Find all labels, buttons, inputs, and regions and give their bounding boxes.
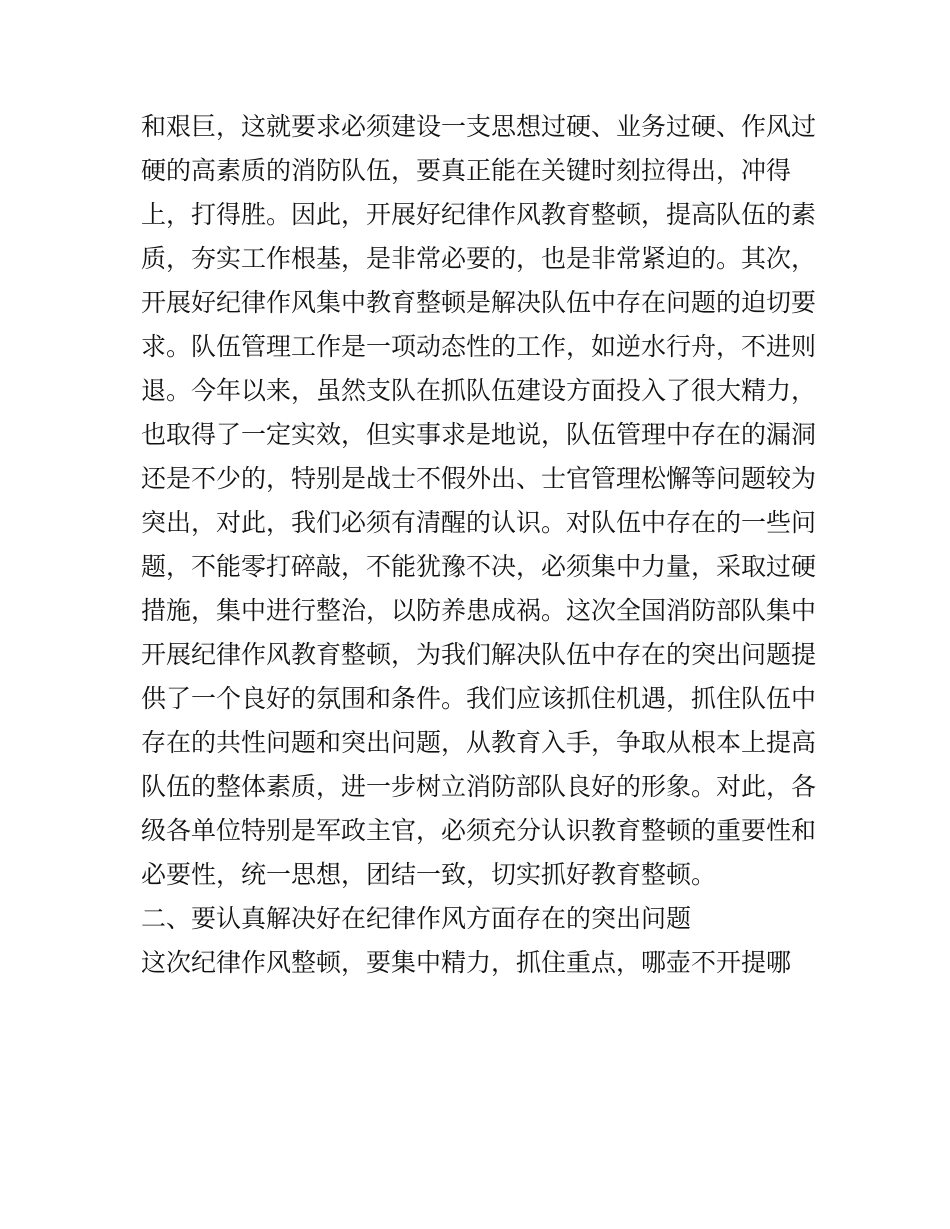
body-text (141, 105, 821, 985)
text-line: 也取得了一定实效，但实事求是地说，队伍管理中存在的漏洞 (141, 420, 817, 449)
text-line: 求。队伍管理工作是一项动态性的工作，如逆水行舟，不进则 (141, 332, 817, 361)
text-line: 退。今年以来，虽然支队在抓队伍建设方面投入了很大精力， (141, 376, 817, 405)
text-line: 开展纪律作风教育整顿，为我们解决队伍中存在的突出问题提 (141, 640, 817, 669)
text-line: 硬的高素质的消防队伍，要真正能在关键时刻拉得出，冲得 (141, 156, 792, 185)
text-line: 存在的共性问题和突出问题，从教育入手，争取从根本上提高 (141, 728, 817, 757)
text-line: 队伍的整体素质，进一步树立消防部队良好的形象。对此，各 (141, 772, 817, 801)
text-line: 还是不少的，特别是战士不假外出、士官管理松懈等问题较为 (141, 464, 817, 493)
text-line: 和艰巨，这就要求必须建设一支思想过硬、业务过硬、作风过 (141, 112, 817, 141)
text-line: 上，打得胜。因此，开展好纪律作风教育整顿，提高队伍的素 (141, 200, 817, 229)
text-line: 措施，集中进行整治，以防养患成祸。这次全国消防部队集中 (141, 596, 817, 625)
text-line: 题，不能零打碎敲，不能犹豫不决，必须集中力量，采取过硬 (141, 552, 817, 581)
section-heading: 二、要认真解决好在纪律作风方面存在的突出问题 (141, 904, 692, 933)
text-line: 必要性，统一思想，团结一致，切实抓好教育整顿。 (141, 860, 717, 889)
text-line: 开展好纪律作风集中教育整顿是解决队伍中存在问题的迫切要 (141, 288, 817, 317)
text-line: 突出，对此，我们必须有清醒的认识。对队伍中存在的一些问 (141, 508, 817, 537)
text-line: 供了一个良好的氛围和条件。我们应该抓住机遇，抓住队伍中 (141, 684, 817, 713)
text-line: 级各单位特别是军政主官，必须充分认识教育整顿的重要性和 (141, 816, 817, 845)
text-line: 这次纪律作风整顿，要集中精力，抓住重点，哪壶不开提哪 (141, 948, 792, 977)
text-line: 质，夯实工作根基，是非常必要的，也是非常紧迫的。其次， (141, 244, 817, 273)
